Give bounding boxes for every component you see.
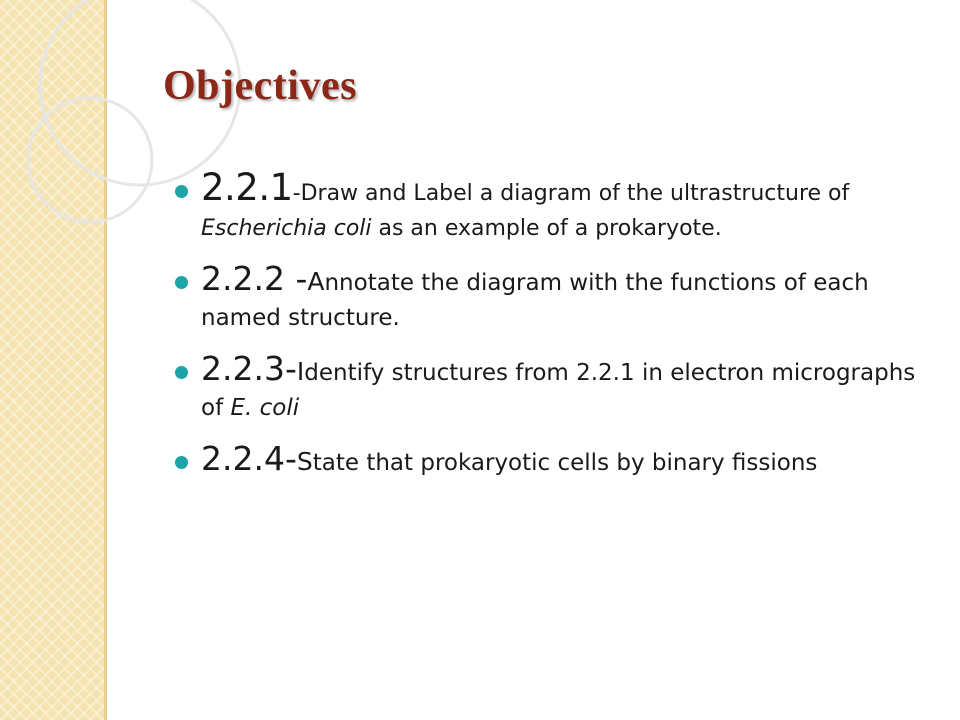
bullet-dot-icon [175,276,188,289]
objective-item [175,261,920,336]
objective-item [175,441,920,481]
objective-item [175,351,920,426]
objective-first-letter: A [307,267,325,296]
objective-italic-text: Escherichia coli [201,216,372,241]
objective-text-end: as an example of a prokaryote. [371,216,722,241]
objective-item [175,166,920,246]
objective-code: 2.2.2 - [201,259,308,298]
objective-first-letter: I [296,357,305,386]
objective-code: 2.2.3- [201,349,297,388]
bullet-dot-icon [175,366,188,379]
objective-first-letter: S [296,447,313,476]
objectives-list [175,166,920,496]
side-band-edge [104,0,107,720]
objective-text: -Draw and Label a diagram of the ultrastructure of [292,181,850,206]
objective-text: dentify structures from 2.2.1 in electron micrographs of [201,360,916,421]
bullet-dot-icon [175,456,188,469]
objective-text: nnotate the diagram with the functions of each named structure. [201,270,869,331]
decorative-side-band [0,0,104,720]
slide-title: Objectives [163,63,357,109]
objective-italic-text: E. coli [230,395,300,421]
objective-code: 2.2.1 [201,166,293,209]
bullet-dot-icon [175,185,188,198]
objective-code: 2.2.4- [201,439,297,478]
objective-text: tate that prokaryotic cells by binary fissions [312,450,818,476]
